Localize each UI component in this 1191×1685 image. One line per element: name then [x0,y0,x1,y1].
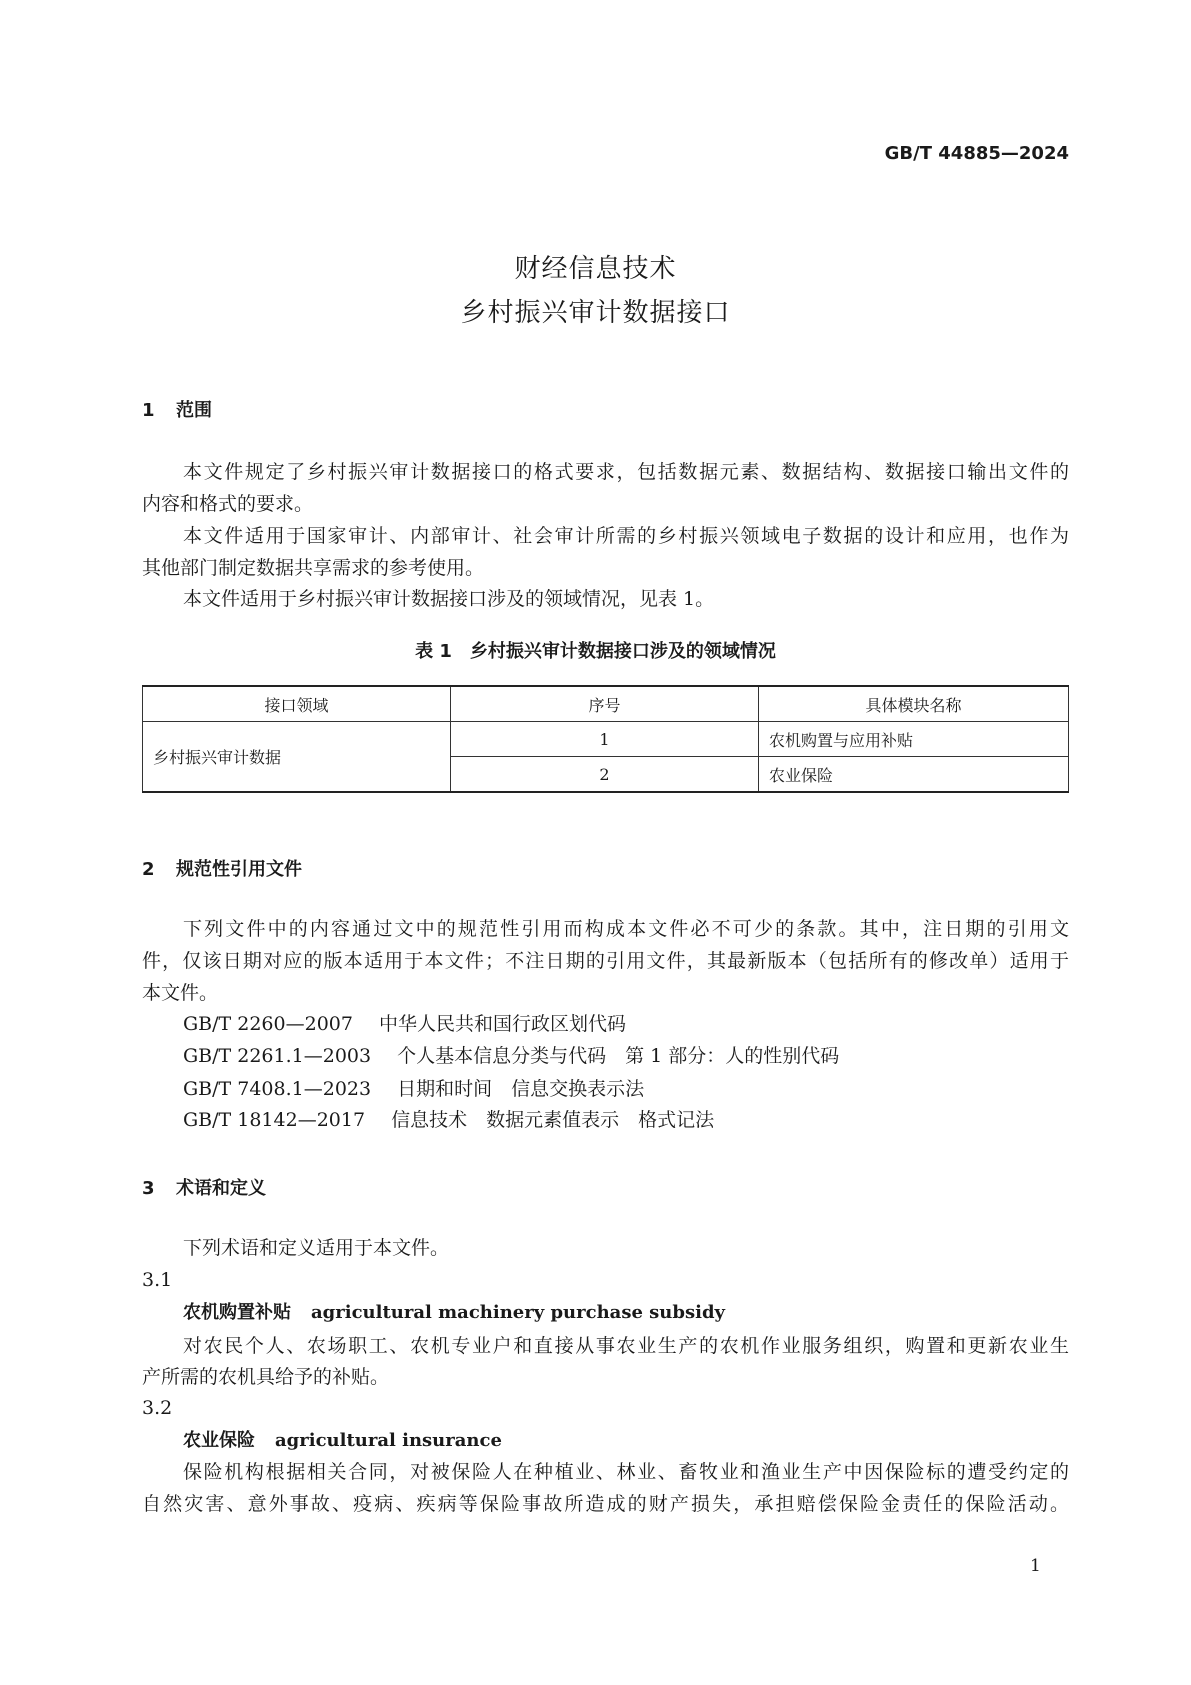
definition-line: 对农民个人、农场职工、农机专业户和直接从事农业生产的农机作业服务组织，购置和更新农业生 [183,1335,1069,1357]
definition-line: 保险机构根据相关合同，对被保险人在种植业、林业、畜牧业和渔业生产中因保险标的遭受约定的 [183,1461,1069,1483]
section-title: 规范性引用文件 [176,859,302,880]
number-cell: 1 [451,722,759,757]
definition-line: 产所需的农机具给予的补贴。 [142,1366,390,1388]
paragraph-line: 本文件适用于乡村振兴审计数据接口涉及的领域情况，见表 1。 [183,588,715,610]
section-1-heading [142,396,212,422]
section-number: 2 [142,859,155,880]
term-chinese: 农业保险 [183,1430,255,1451]
paragraph-line: 本文件规定了乡村振兴审计数据接口的格式要求，包括数据元素、数据结构、数据接口输出文件的 [183,461,1069,483]
table-caption: 表 1 乡村振兴审计数据接口涉及的领域情况 [415,641,776,662]
paragraph-line: 下列术语和定义适用于本文件。 [183,1237,450,1259]
section-3-heading [142,1174,266,1200]
normative-reference [183,1077,1069,1101]
term-number: 3.1 [142,1269,173,1291]
reference-code: GB/T 7408.1—2023 [183,1078,372,1100]
definition-line: 自然灾害、意外事故、疫病、疾病等保险事故所造成的财产损失，承担赔偿保险金责任的保险活动。 [142,1493,1069,1515]
module-cell: 农机购置与应用补贴 [759,722,1069,757]
paragraph-line: 本文件。 [142,982,219,1004]
table-row [143,722,1069,757]
number-cell: 2 [451,757,759,793]
term-chinese: 农机购置补贴 [183,1302,291,1323]
module-cell: 农业保险 [759,757,1069,793]
reference-title: 个人基本信息分类与代码 第 1 部分：人的性别代码 [397,1045,840,1067]
term-heading [183,1301,1069,1325]
header-cell: 具体模块名称 [759,686,1069,722]
reference-title: 日期和时间 信息交换表示法 [397,1078,645,1100]
section-title: 术语和定义 [176,1178,266,1199]
header-cell: 接口领域 [143,686,451,722]
term-heading [183,1429,1069,1453]
term-english: agricultural machinery purchase subsidy [311,1302,725,1323]
paragraph-line: 其他部门制定数据共享需求的参考使用。 [142,557,485,579]
normative-reference [183,1044,1069,1068]
section-title: 范围 [176,400,212,421]
normative-reference [183,1108,1069,1132]
reference-title: 中华人民共和国行政区划代码 [378,1013,626,1035]
paragraph-line: 本文件适用于国家审计、内部审计、社会审计所需的乡村振兴领域电子数据的设计和应用，也作为 [183,525,1069,547]
normative-reference [183,1012,1069,1036]
domain-cell: 乡村振兴审计数据 [143,722,451,793]
reference-title: 信息技术 数据元素值表示 格式记法 [391,1109,715,1131]
document-number: GB/T 44885—2024 [884,143,1069,164]
table-header-row [143,686,1069,722]
domain-table [142,685,1069,793]
section-number: 3 [142,1178,155,1199]
term-number: 3.2 [142,1397,173,1419]
title-line-1: 财经信息技术 [514,254,677,284]
section-number: 1 [142,400,155,421]
title-line-2: 乡村振兴审计数据接口 [460,298,731,328]
reference-code: GB/T 18142—2017 [183,1109,366,1131]
reference-code: GB/T 2260—2007 [183,1013,353,1035]
paragraph-line: 件，仅该日期对应的版本适用于本文件；不注日期的引用文件，其最新版本（包括所有的修改单）适用于 [142,950,1069,972]
section-2-heading [142,855,302,881]
paragraph-line: 下列文件中的内容通过文中的规范性引用而构成本文件必不可少的条款。其中，注日期的引用文 [183,918,1069,940]
page-number: 1 [1030,1556,1041,1576]
term-english: agricultural insurance [275,1430,502,1451]
header-cell: 序号 [451,686,759,722]
paragraph-line: 内容和格式的要求。 [142,493,314,515]
reference-code: GB/T 2261.1—2003 [183,1045,372,1067]
